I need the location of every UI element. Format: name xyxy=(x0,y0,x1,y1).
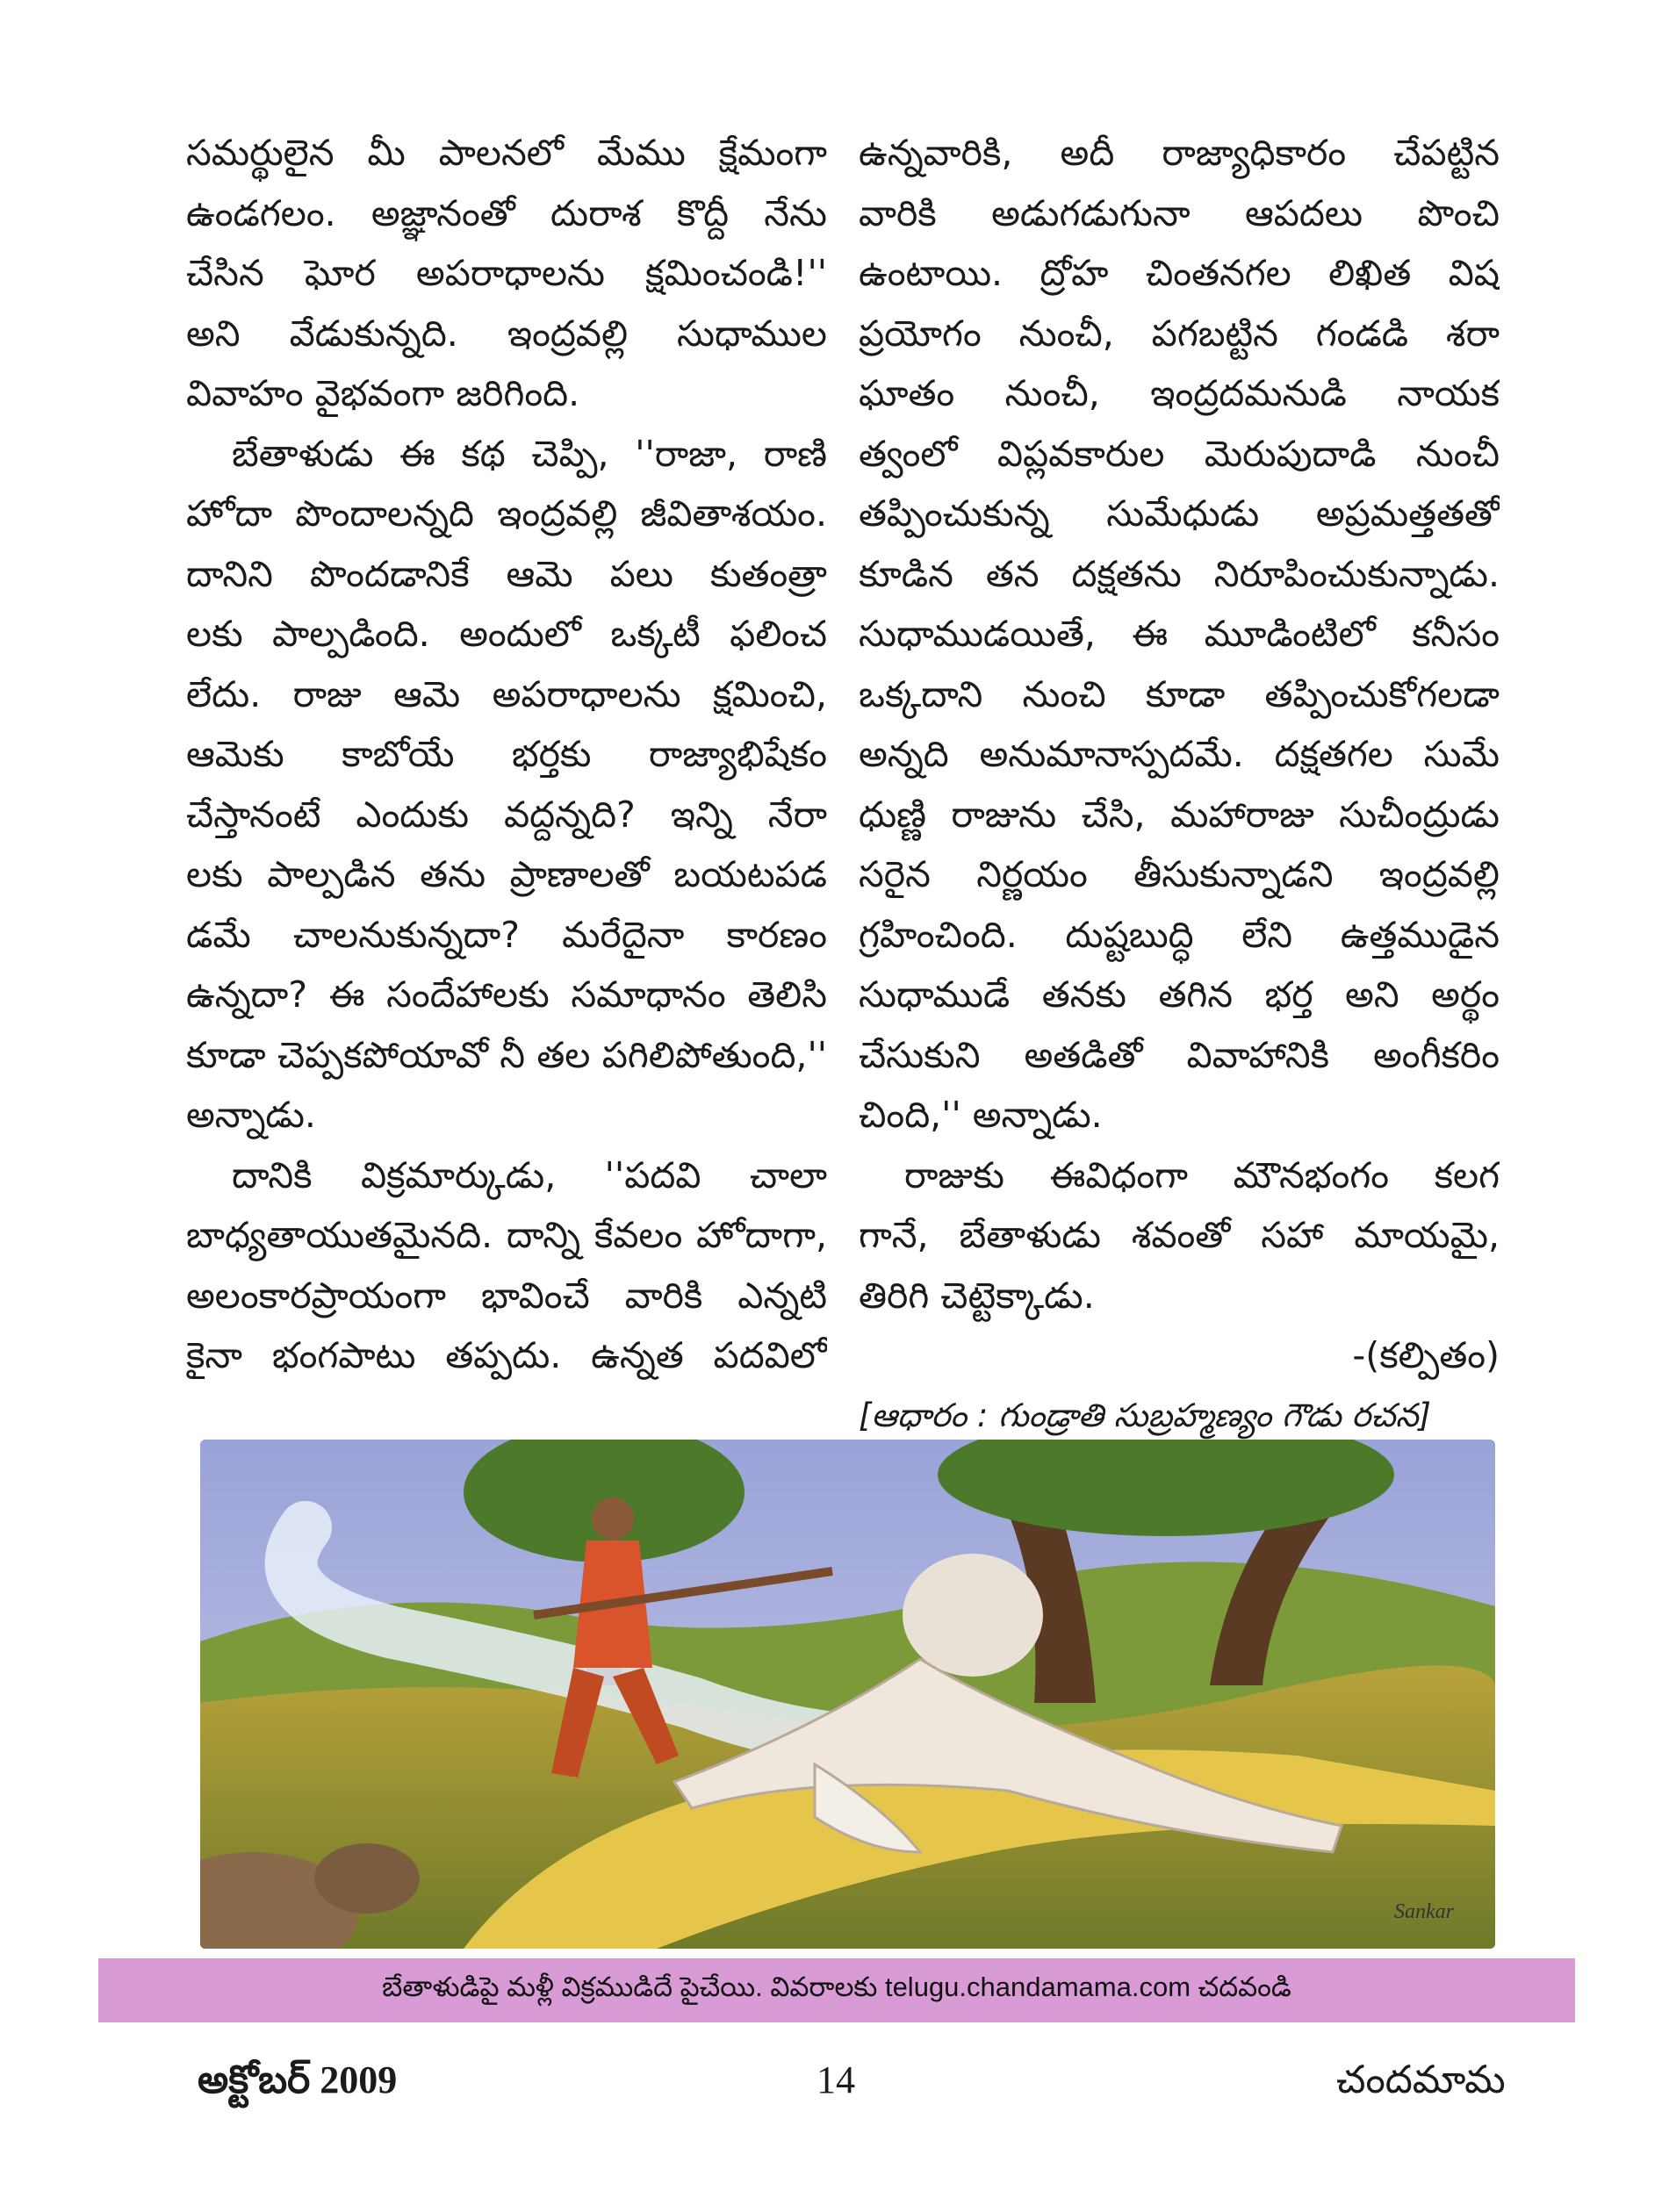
text-line: బాధ్యతాయుతమైనది. దాన్ని కేవలం హోదాగా, xyxy=(186,1214,827,1256)
text-line: తిరిగి చెట్టెక్కాడు. xyxy=(859,1274,1095,1317)
text-line: దానికి విక్రమార్కుడు, ''పదవి చాలా xyxy=(232,1153,827,1196)
promo-banner: బేతాళుడిపై మళ్లీ విక్రముడిదే పైచేయి. వివరాలకు telugu.chandamama.com చదవండి xyxy=(98,1958,1575,2022)
text-line: చేసిన ఘోర అపరాధాలను క్షమించండి!'' xyxy=(186,252,827,294)
text-line: బేతాళుడు ఈ కథ చెప్పి, ''రాజా, రాణి xyxy=(232,432,827,475)
text-line: ప్రయోగం నుంచీ, పగబట్టిన గండడి శరా xyxy=(859,312,1500,355)
text-line: ఆమెకు కాబోయే భర్తకు రాజ్యాభిషేకం xyxy=(186,733,827,775)
text-line: ఉన్నదా? ఈ సందేహాలకు సమాధానం తెలిసి xyxy=(186,973,827,1016)
text-line: లేదు. రాజు ఆమె అపరాధాలను క్షమించి, xyxy=(186,672,827,715)
text-line: సుధాముడే తనకు తగిన భర్త అని అర్థం xyxy=(859,973,1500,1016)
text-line: వారికి అడుగడుగునా ఆపదలు పొంచి xyxy=(859,191,1500,234)
text-line: వివాహం వైభవంగా జరిగింది. xyxy=(186,372,580,414)
text-line: కూడిన తన దక్షతను నిరూపించుకున్నాడు. xyxy=(859,552,1500,595)
page-number: 14 xyxy=(817,2058,855,2101)
story-illustration xyxy=(200,1440,1495,1949)
text-line: లకు పాల్పడిన తను ప్రాణాలతో బయటపడ xyxy=(186,853,827,895)
text-line: దానిని పొందడానికే ఆమె పలు కుతంత్రా xyxy=(186,552,827,595)
text-line: ఉన్నవారికి, అదీ రాజ్యాధికారం చేపట్టిన xyxy=(859,132,1500,174)
source-line: [ఆధారం : గుండ్రాతి సుబ్రహ్మణ్యం గౌడు రచన] xyxy=(859,1396,1431,1434)
text-line: గానే, బేతాళుడు శవంతో సహా మాయమై, xyxy=(859,1214,1500,1256)
issue-date: అక్టోబర్ 2009 xyxy=(198,2058,398,2101)
illustration-art xyxy=(200,1440,1495,1949)
text-line: సమర్థులైన మీ పాలనలో మేము క్షేమంగా xyxy=(186,132,827,174)
text-line: అన్నాడు. xyxy=(186,1094,316,1136)
text-line: చేసుకుని అతడితో వివాహానికి అంగీకరిం xyxy=(859,1033,1500,1076)
left-text-column xyxy=(186,123,827,1386)
artist-signature: Sankar xyxy=(1394,1900,1454,1923)
text-line: ఉండగలం. అజ్ఞానంతో దురాశ కొద్దీ నేను xyxy=(186,191,827,234)
text-line: చింది,'' అన్నాడు. xyxy=(859,1094,1103,1136)
text-line: రాజుకు ఈవిధంగా మౌనభంగం కలగ xyxy=(904,1153,1500,1196)
text-line: హోదా పొందాలన్నది ఇంద్రవల్లి జీవితాశయం. xyxy=(186,492,827,535)
text-line: సరైన నిర్ణయం తీసుకున్నాడని ఇంద్రవల్లి xyxy=(859,853,1500,895)
text-line: అలంకారప్రాయంగా భావించే వారికి ఎన్నటి xyxy=(186,1274,827,1317)
magazine-name: చందమామ xyxy=(1336,2058,1506,2102)
text-line: అని వేడుకున్నది. ఇంద్రవల్లి సుధాముల xyxy=(186,312,827,355)
text-line: లకు పాల్పడింది. అందులో ఒక్కటీ ఫలించ xyxy=(186,613,827,655)
text-line: డమే చాలనుకున్నదా? మరేదైనా కారణం xyxy=(186,913,827,956)
text-line: కైనా భంగపాటు తప్పదు. ఉన్నత పదవిలో xyxy=(186,1334,827,1376)
text-line: గ్రహించింది. దుష్టబుద్ధి లేని ఉత్తముడైన xyxy=(859,913,1500,956)
text-line: చేస్తానంటే ఎందుకు వద్దన్నది? ఇన్ని నేరా xyxy=(186,793,827,836)
text-line: ధుణ్ణి రాజును చేసి, మహారాజు సుచీంద్రుడు xyxy=(859,793,1500,836)
text-line: అన్నది అనుమానాస్పదమే. దక్షతగల సుమే xyxy=(859,733,1500,775)
text-line: ఘాతం నుంచీ, ఇంద్రదమనుడి నాయక xyxy=(859,372,1500,414)
text-line: సుధాముడయితే, ఈ మూడింటిలో కనీసం xyxy=(859,613,1500,655)
text-line: ఒక్కదాని నుంచి కూడా తప్పించుకోగలడా xyxy=(859,672,1500,715)
text-line: త్వంలో విప్లవకారుల మెరుపుదాడి నుంచీ xyxy=(859,432,1500,475)
text-line: ఉంటాయి. ద్రోహ చింతనగల లిఖిత విష xyxy=(859,252,1500,294)
right-text-column xyxy=(859,123,1500,1446)
credit-line: -(కల్పితం) xyxy=(1352,1334,1500,1376)
text-line: తప్పించుకున్న సుమేధుడు అప్రమత్తతతో xyxy=(859,492,1500,535)
text-line: కూడా చెప్పకపోయావో నీ తల పగిలిపోతుంది,'' xyxy=(186,1033,827,1076)
